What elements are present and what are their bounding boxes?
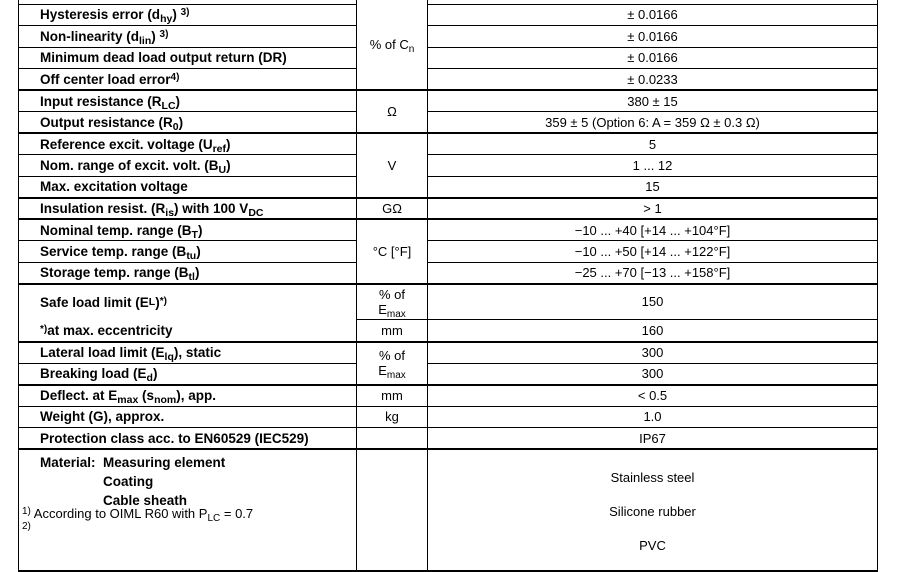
spec-value: 359 ± 5 (Option 6: A = 359 Ω ± 0.3 Ω) [428,112,878,134]
spec-label-safe-load [19,284,357,342]
spec-value: 380 ± 15 [428,90,878,112]
table-row-storage-temp [19,262,878,284]
spec-value: 150 [428,284,878,320]
table-row-hysteresis [19,4,878,26]
spec-label: Deflect. at $E_{max}$ $(s_{nom})$, app. [19,385,357,407]
spec-value: ± 0.0166 [428,4,878,26]
table-row-output-resistance [19,112,878,134]
material-line-coating: Coating [103,474,154,489]
spec-value: ± 0.0166 [428,47,878,69]
spec-unit-celsius: °C [°F] [357,219,428,284]
material-prefix: Material: [40,455,96,470]
spec-value: IP67 [428,428,878,450]
spec-label: Lateral load limit $(E_{lq})$, static [19,342,357,364]
spec-unit-volt: V [357,133,428,198]
spec-value: −10 ... +50 [+14 ... +122°F] [428,241,878,263]
table-row-protection-class [19,428,878,450]
table-row-breaking-load [19,363,878,385]
spec-label: Hysteresis error $(d_{hy})$ $^{3)}$ [19,4,357,26]
spec-unit-percent-emax: % of $E_{max}$ [357,342,428,385]
table-row-deflection [19,385,878,407]
material-line-measuring-element: Measuring element [103,455,226,470]
spec-unit-percent-cn: % of $C_n$ [357,0,428,90]
specification-table [18,0,878,572]
spec-label: Off center load error$^{4)}$ [19,69,357,91]
spec-unit-gigaohm: GΩ [357,198,428,220]
table-row-dead-load-return [19,47,878,69]
safe-load-limit-label: Safe load limit (E L ) *) [40,294,167,310]
spec-value: 1.0 [428,406,878,428]
spec-value: −10 ... +40 [+14 ... +104°F] [428,219,878,241]
table-row-insulation-resistance [19,198,878,220]
table-row-safe-load-limit [19,284,878,320]
spec-value: −25 ... +70 [−13 ... +158°F] [428,262,878,284]
spec-unit-ohm: Ω [357,90,428,133]
spec-label: Reference excit. voltage $(U_{ref})$ [19,133,357,155]
spec-label: Nominal temp. range $(B_T)$ [19,219,357,241]
spec-value: ± 0.0233 [428,69,878,91]
table-row-nominal-excitation-range [19,155,878,177]
table-row-max-excitation [19,176,878,198]
spec-label: Output resistance $(R_0)$ [19,112,357,134]
spec-value-material [428,449,878,571]
material-value-coating: Silicone rubber [609,504,696,519]
spec-unit-empty [357,449,428,571]
spec-label: Max. excitation voltage [19,176,357,198]
spec-label: Input resistance $(R_{LC})$ [19,90,357,112]
spec-unit-mm: mm [357,385,428,407]
spec-value: 300 [428,363,878,385]
spec-label: Service temp. range $(B_{tu})$ [19,241,357,263]
spec-value: < 0.5 [428,385,878,407]
table-row-reference-voltage [19,133,878,155]
spec-label: Breaking load $(E_d)$ [19,363,357,385]
table-row-off-center-load [19,69,878,91]
spec-label: Nom. range of excit. volt. $(B_U)$ [19,155,357,177]
table-row-input-resistance [19,90,878,112]
spec-value: 15 [428,176,878,198]
table-row-nonlinearity [19,26,878,48]
spec-unit-kg: kg [357,406,428,428]
material-value-cable-sheath: PVC [639,538,666,553]
spec-unit-percent-emax: % of $E_{max}$ [357,284,428,320]
table-row-nominal-temp [19,219,878,241]
spec-value: 300 [428,342,878,364]
spec-label: Insulation resist. $(R_{is})$ with 100 $V_{DC}$ [19,198,357,220]
spec-value: ± 0.0166 [428,26,878,48]
spec-label: Protection class acc. to EN60529 (IEC529) [19,428,357,450]
spec-value: 160 [428,320,878,342]
spec-label: Minimum dead load output return (DR) [19,47,357,69]
table-row-lateral-load-limit [19,342,878,364]
max-eccentricity-label: *) at max. eccentricity [40,322,173,338]
material-line-cable-sheath: Cable sheath [103,493,188,508]
spec-value: 5 [428,133,878,155]
spec-label: Weight (G), approx. [19,406,357,428]
table-row-weight [19,406,878,428]
footnote-2-cutoff: 2) [22,521,31,532]
spec-value: 1 ... 12 [428,155,878,177]
spec-label: Non-linearity $(d_{lin})$ $^{3)}$ [19,26,357,48]
spec-unit-empty [357,428,428,450]
spec-value: > 1 [428,198,878,220]
footnote-1: $^{1)}$ According to OIML R60 with $P_{LC} = 0.7$ [22,506,254,524]
table-row-service-temp [19,241,878,263]
material-value-measuring-element: Stainless steel [610,470,695,485]
spec-unit-mm: mm [357,320,428,342]
spec-label: Storage temp. range $(B_{tl})$ [19,262,357,284]
